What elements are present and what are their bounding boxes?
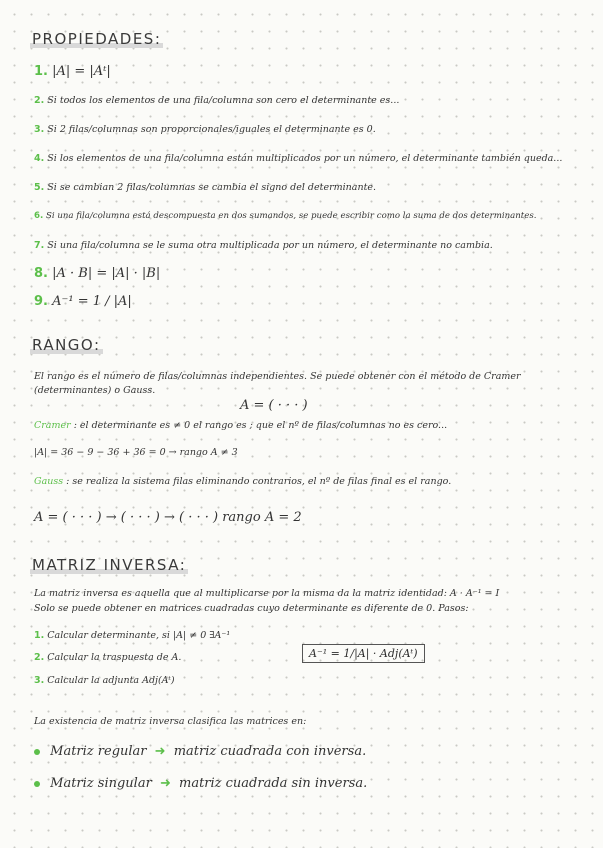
rango-matrix: A = ( · · · ) — [240, 398, 308, 413]
inversa-intro-1: La matriz inversa es aquella que al multiplicarse por la misma da la matriz identidad: A · A⁻¹ = I — [34, 588, 500, 599]
bullet-icon — [34, 749, 40, 755]
property-5 — [34, 182, 376, 193]
property-text: Si todos los elementos de una fila/columna son cero el determinante es... — [47, 95, 400, 106]
gauss-line — [34, 476, 451, 487]
arrow-right-icon: ➜ — [159, 776, 171, 791]
property-text: |A| = |Aᵗ| — [52, 64, 111, 79]
step-number: 3. — [34, 675, 45, 686]
property-text: Si los elementos de una fila/columna están multiplicados por un número, el determinante también queda... — [47, 153, 563, 164]
property-2 — [34, 95, 399, 106]
property-text: |A · B| = |A| · |B| — [52, 266, 161, 281]
step-number: 1. — [34, 630, 45, 641]
inverse-formula-box: A⁻¹ = 1/|A| · Adj(Aᵗ) — [302, 644, 425, 663]
property-number: 8. — [34, 266, 48, 281]
type-term: Matriz regular — [50, 744, 147, 759]
property-text: A⁻¹ = 1 / |A| — [52, 294, 132, 309]
inversa-intro-2: Solo se puede obtener en matrices cuadradas cuyo determinante es diferente de 0. Pasos: — [34, 603, 469, 614]
inversa-step-3 — [34, 675, 175, 686]
gauss-term: Gauss — [34, 476, 64, 487]
property-number: 9. — [34, 294, 48, 309]
step-text: Calcular la adjunta Adj(Aᵗ) — [47, 675, 175, 686]
heading-matriz-inversa: MATRIZ INVERSA: — [32, 556, 187, 574]
cramer-text: : el determinante es ≠ 0 el rango es ; que el nº de filas/columnas no es cero... — [73, 420, 448, 431]
heading-propiedades: PROPIEDADES: — [32, 30, 162, 48]
type-desc: matriz cuadrada sin inversa. — [179, 776, 368, 791]
property-number: 5. — [34, 182, 45, 193]
step-text: Calcular la traspuesta de A. — [47, 652, 182, 663]
property-1 — [34, 64, 111, 79]
inversa-step-1 — [34, 630, 230, 641]
type-desc: matriz cuadrada con inversa. — [173, 744, 367, 759]
property-6 — [34, 211, 537, 221]
step-text: Calcular determinante, si |A| ≠ 0 ∃A⁻¹ — [47, 630, 231, 641]
matrix-type-regular — [34, 744, 366, 759]
property-number: 7. — [34, 240, 45, 251]
bullet-icon — [34, 781, 40, 787]
determinant-line: |A| = 36 − 9 − 36 + 36 = 0 → rango A ≠ 3 — [34, 447, 238, 458]
gauss-example: A = ( · · · ) → ( · · · ) → ( · · · ) rango A = 2 — [34, 510, 302, 525]
property-text: Si se cambian 2 filas/columnas se cambia el signo del determinante. — [47, 182, 377, 193]
arrow-right-icon: ➜ — [154, 744, 166, 759]
cramer-term: Cramer — [34, 420, 71, 431]
rango-intro: El rango es el número de filas/columnas independientes. Se puede obtener con el método de Cramer (determinantes) o Gauss. — [34, 371, 521, 396]
property-number: 6. — [34, 211, 44, 221]
cramer-line — [34, 420, 447, 431]
inversa-step-2 — [34, 652, 181, 663]
heading-rango: RANGO: — [32, 336, 101, 354]
gauss-text: : se realiza la sistema filas eliminando contrarios, el nº de filas final es el rango. — [66, 476, 452, 487]
property-text: Si 2 filas/columnas son proporcionales/iguales el determinante es 0. — [47, 124, 376, 135]
property-9 — [34, 294, 132, 309]
property-number: 3. — [34, 124, 45, 135]
property-number: 4. — [34, 153, 45, 164]
property-7 — [34, 240, 493, 251]
property-3 — [34, 124, 376, 135]
matrix-type-singular — [34, 776, 367, 791]
inversa-classify: La existencia de matriz inversa clasifica las matrices en: — [34, 716, 307, 727]
property-4 — [34, 153, 562, 164]
property-text: Si una fila/columna se le suma otra multiplicada por un número, el determinante no cambia. — [47, 240, 493, 251]
property-8 — [34, 266, 160, 281]
step-number: 2. — [34, 652, 45, 663]
property-text: Si una fila/columna está descompuesta en dos sumandos, se puede escribir como la suma de dos determinantes. — [45, 211, 537, 221]
property-number: 2. — [34, 95, 45, 106]
property-number: 1. — [34, 64, 48, 79]
type-term: Matriz singular — [50, 776, 152, 791]
